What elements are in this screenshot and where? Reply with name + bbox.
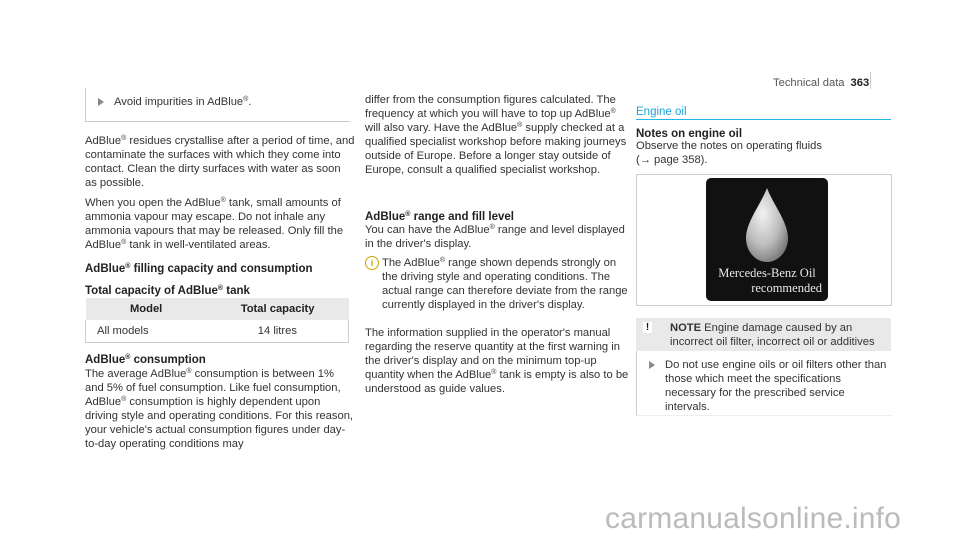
header-divider [870,72,871,89]
paragraph-ammonia: When you open the AdBlue® tank, small amounts of ammonia vapour may escape. Do not inhale any ammonia vapours that may be released. Only fill the AdBlue® tank in well-ventilated areas. [85,197,344,251]
capacity-table [85,298,349,343]
oil-recommendation-image [636,174,892,306]
notice-text: NOTE Engine damage caused by an incorrect oil filter, incorrect oil or additives [670,322,875,348]
paragraph-residues: AdBlue® residues crystallise after a period of time, and contaminate the surfaces with which they come into contact. Clean the dirty surfaces with water as soon as possible. [85,135,355,189]
info-icon: i [365,256,379,270]
badge-line-1: Mercedes-Benz Oil [718,266,816,280]
heading-filling-capacity: AdBlue® filling capacity and consumption [85,263,313,275]
heading-total-capacity: Total capacity of AdBlue® tank [85,285,250,297]
badge-line-2: recommended [751,281,822,295]
page-reference-link[interactable]: (→ page 358). [636,154,708,166]
section-title-engine-oil: Engine oil [636,105,891,120]
paragraph-reserve-quantity: The information supplied in the operator's manual regarding the reserve quantity at the first warning in the driver's display and on the minimum top-up quantity when the AdBlue® tank is empty is also to be understood as guide values. [365,327,629,395]
column-header-capacity: Total capacity [207,298,349,320]
warning-icon: ! [643,322,652,333]
info-note-text: The AdBlue® range shown depends strongly on the driving style and operating conditions. The actual range can therefore deviate from the range currently displayed in the driver's display. [382,257,628,311]
cell-capacity: 14 litres [207,320,349,343]
notice-box [636,318,891,351]
watermark: carmanualsonline.info [605,502,902,535]
cell-model: All models [86,320,207,343]
tip-box-engine-oil [636,351,892,416]
oil-drop-icon [706,178,828,268]
notice-label: NOTE [670,322,702,334]
heading-range-fill-level: AdBlue® range and fill level [365,211,514,223]
tip-text: Do not use engine oils or oil filters other than those which meet the specifications necessary for the prescribed service intervals. [665,359,887,413]
paragraph-operating-fluids: Observe the notes on operating fluids (→ page 358). [636,140,822,166]
paragraph-consumption-continued: differ from the consumption figures calculated. The frequency at which you will have to top up AdBlue® will also vary. Have the AdBlue® supply checked at a qualified specialist workshop before making journeys outside of Europe. Before a longer stay outside of Europe, consult a qualified specialist workshop. [365,94,627,176]
arrow-right-icon [649,361,655,369]
table-row [86,320,349,343]
paragraph-range-display: You can have the AdBlue® range and level displayed in the driver's display. [365,224,625,250]
mercedes-oil-badge [706,178,828,301]
arrow-right-icon [98,98,104,106]
paragraph-consumption: The average AdBlue® consumption is between 1% and 5% of fuel consumption. Like fuel consumption, AdBlue® consumption is highly dependent upon driving style and operating conditions. For this reason, your vehicle's actual consumption figures under day-to-day operating conditions may [85,368,354,450]
heading-notes-engine-oil: Notes on engine oil [636,128,743,140]
tip-box-impurities [85,88,350,122]
header-section: Technical data [773,77,845,89]
column-header-model: Model [86,298,207,320]
page-header [773,76,869,90]
heading-consumption: AdBlue® consumption [85,354,206,366]
tip-text: Avoid impurities in AdBlue®. [114,96,252,108]
table-header-row [86,298,349,320]
page-number: 363 [850,77,870,89]
